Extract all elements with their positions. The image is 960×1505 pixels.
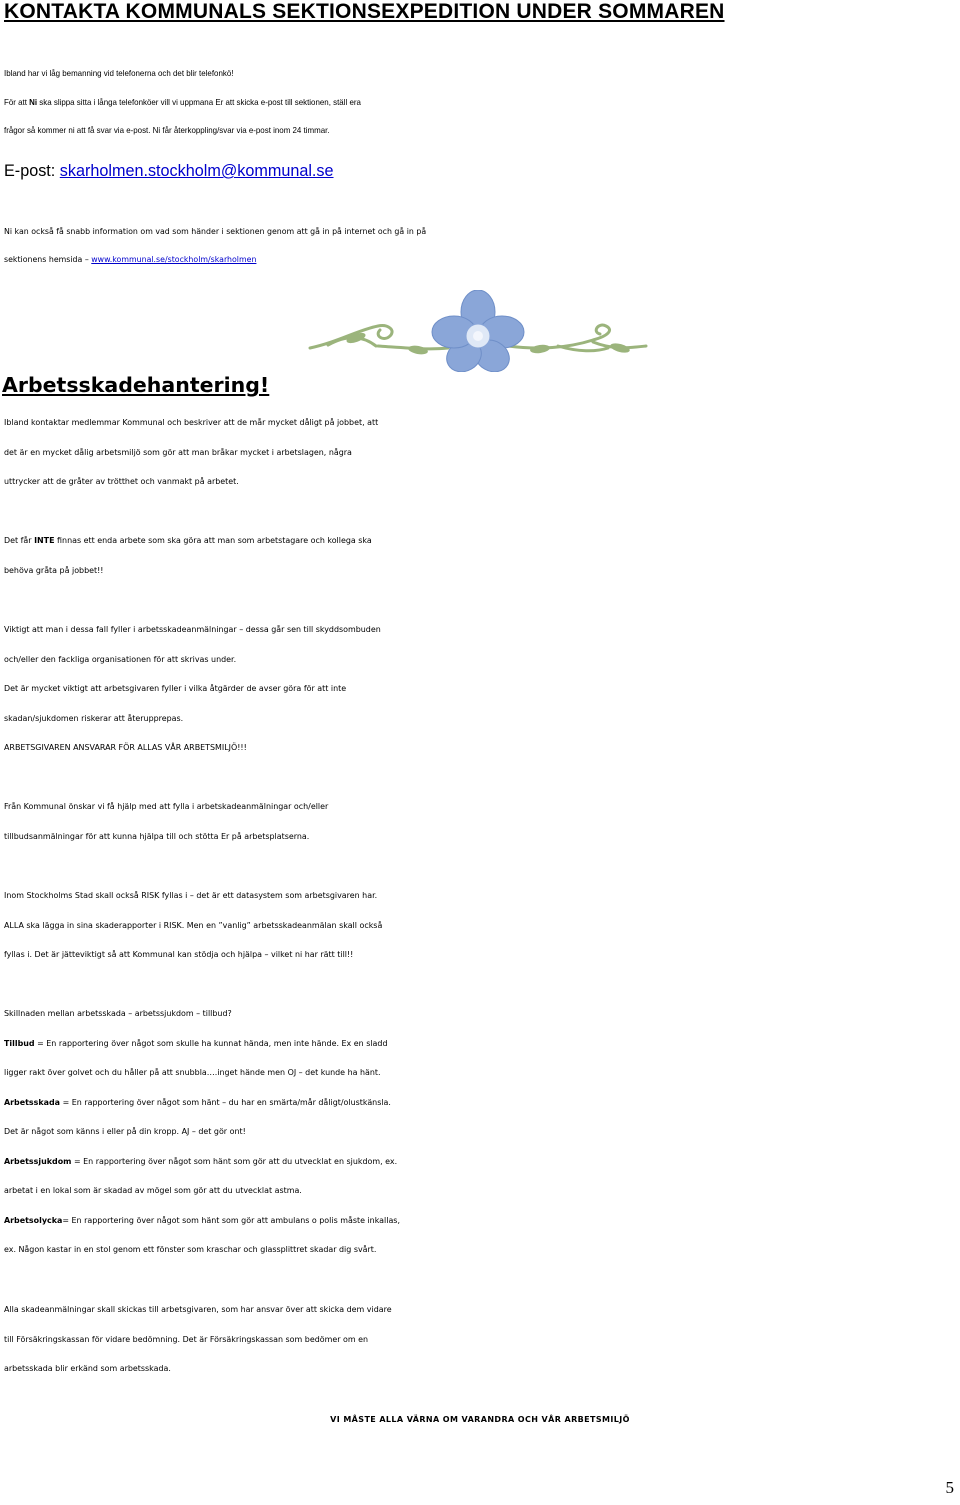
- definition-line: Det är något som känns i eller på din kropp. AJ – det gör ont!: [4, 1127, 246, 1136]
- definitions-block: [4, 999, 959, 1265]
- paragraph-3-line: skadan/sjukdomen riskerar att återupprepas.: [4, 713, 184, 723]
- definition-text: = En rapportering över något som hänt som gör att ambulans o polis måste inkallas,: [62, 1215, 400, 1225]
- paragraph-4-line: tillbudsanmälningar för att kunna hjälpa till och stötta Er på arbetsplatserna.: [4, 831, 310, 841]
- definition-line: [4, 1147, 959, 1177]
- contact-line-2-pre: För att: [4, 97, 30, 107]
- email-link[interactable]: skarholmen.stockholm@kommunal.se: [59, 162, 334, 180]
- paragraph-2-line-2: behöva gråta på jobbet!!: [4, 565, 104, 575]
- contact-line-2-emphasis: Ni: [29, 97, 38, 107]
- paragraph-3: [4, 615, 959, 763]
- paragraph-2-emphasis: INTE: [34, 536, 55, 545]
- section-title: Arbetsskadehantering!: [2, 373, 270, 397]
- contact-paragraph: [4, 60, 954, 146]
- paragraph-6-line: Alla skadeanmälningar skall skickas till arbetsgivaren, som har ansvar över att skicka dem vidare: [4, 1305, 392, 1314]
- info-line-2-pre: sektionens hemsida –: [4, 255, 92, 264]
- definition-line: ligger rakt över golvet och du håller på att snubbla….inget hände men OJ – det kunde ha hänt.: [4, 1068, 381, 1077]
- definition-line: arbetat i en lokal som är skadad av mögel som gör att du utvecklat astma.: [4, 1186, 302, 1195]
- definition-line: ex. Någon kastar in en stol genom ett fönster som kraschar och glassplittret skadar dig svårt.: [4, 1245, 377, 1254]
- contact-line-3: frågor så kommer ni att få svar via e-post. Ni får återkoppling/svar via e-post inom 24 timmar.: [4, 126, 330, 135]
- website-link[interactable]: www.kommunal.se/stockholm/skarholmen: [91, 255, 257, 264]
- page-number: 5: [945, 1478, 954, 1497]
- definition-line: [4, 1088, 959, 1118]
- paragraph-4-line: Från Kommunal önskar vi få hjälp med att fylla i arbetskadeanmälningar och/eller: [4, 802, 329, 811]
- paragraph-1-line: det är en mycket dålig arbetsmiljö som gör att man bråkar mycket i arbetslagen, några: [4, 447, 352, 457]
- paragraph-3-line: och/eller den fackliga organisationen för att skrivas under.: [4, 654, 237, 664]
- definition-line: [4, 1206, 959, 1236]
- paragraph-3-line: Viktigt att man i dessa fall fyller i arbetsskadeanmälningar – dessa går sen till skyddsombuden: [4, 625, 381, 634]
- definition-term: Arbetssjukdom: [4, 1156, 72, 1166]
- contact-line-2: [4, 89, 954, 118]
- paragraph-6-line: arbetsskada blir erkänd som arbetsskada.: [4, 1364, 171, 1373]
- paragraph-5-line: Inom Stockholms Stad skall också RISK fyllas i – det är ett datasystem som arbetsgivaren har.: [4, 891, 378, 900]
- flower-vine-icon: [308, 290, 648, 372]
- definition-term: Tillbud: [4, 1038, 35, 1048]
- paragraph-6: [4, 1295, 959, 1384]
- email-line: [4, 162, 334, 181]
- paragraph-5: [4, 881, 959, 970]
- paragraph-1-line: uttrycker att de gråter av trötthet och vanmakt på arbetet.: [4, 477, 239, 486]
- paragraph-2-pre: Det får: [4, 536, 35, 545]
- paragraph-2-post: finnas ett enda arbete som ska göra att man som arbetstagare och kollega ska: [54, 536, 372, 545]
- paragraph-5-line: ALLA ska lägga in sina skaderapporter i RISK. Men en ”vanlig” arbetsskadeanmälan skall också: [4, 920, 383, 930]
- definition-text: = En rapportering över något som hänt som gör att du utvecklat en sjukdom, ex.: [71, 1156, 398, 1166]
- definition-line: [4, 1029, 959, 1059]
- info-line-2: [4, 246, 959, 274]
- paragraph-3-line: Det är mycket viktigt att arbetsgivaren fyller i vilka åtgärder de avser göra för att inte: [4, 684, 347, 693]
- paragraph-1-line: Ibland kontaktar medlemmar Kommunal och beskriver att de mår mycket dåligt på jobbet, att: [4, 418, 379, 427]
- paragraph-4: [4, 792, 959, 851]
- paragraph-1: [4, 408, 959, 497]
- paragraph-6-line: till Försäkringskassan för vidare bedömning. Det är Försäkringskassan som bedömer om en: [4, 1334, 369, 1344]
- paragraph-3-line: ARBETSGIVAREN ANSVARAR FÖR ALLAS VÅR ARBETSMILJÖ!!!: [4, 743, 247, 752]
- paragraph-2-line-1: [4, 526, 959, 556]
- contact-line-1: Ibland har vi låg bemanning vid telefonerna och det blir telefonkö!: [4, 69, 234, 78]
- closing-statement: VI MÅSTE ALLA VÄRNA OM VARANDRA OCH VÅR ARBETSMILJÖ: [330, 1415, 630, 1424]
- definition-text: = En rapportering över något som skulle ha kunnat hända, men inte hände. Ex en sladd: [34, 1038, 388, 1048]
- definition-term: Arbetsskada: [4, 1097, 61, 1107]
- contact-line-2-post: ska slippa sitta i långa telefonköer vill vi uppmana Er att skicka e-post till sektionen, ställ era: [37, 97, 361, 107]
- paragraph-2: [4, 526, 959, 585]
- definition-text: = En rapportering över något som hänt – du har en smärta/mår dåligt/olustkänsla.: [60, 1097, 391, 1107]
- info-line-1: Ni kan också få snabb information om vad som händer i sektionen genom att gå in på internet och gå in på: [4, 227, 427, 236]
- definitions-intro: Skillnaden mellan arbetsskada – arbetssjukdom – tillbud?: [4, 1009, 232, 1018]
- paragraph-5-line: fyllas i. Det är jätteviktigt så att Kommunal kan stödja och hjälpa – vilket ni har rätt till!!: [4, 950, 354, 959]
- info-paragraph: [4, 218, 959, 274]
- email-label: E-post:: [4, 162, 60, 180]
- definition-term: Arbetsolycka: [4, 1215, 63, 1225]
- page-title: KONTAKTA KOMMUNALS SEKTIONSEXPEDITION UNDER SOMMAREN: [4, 0, 725, 23]
